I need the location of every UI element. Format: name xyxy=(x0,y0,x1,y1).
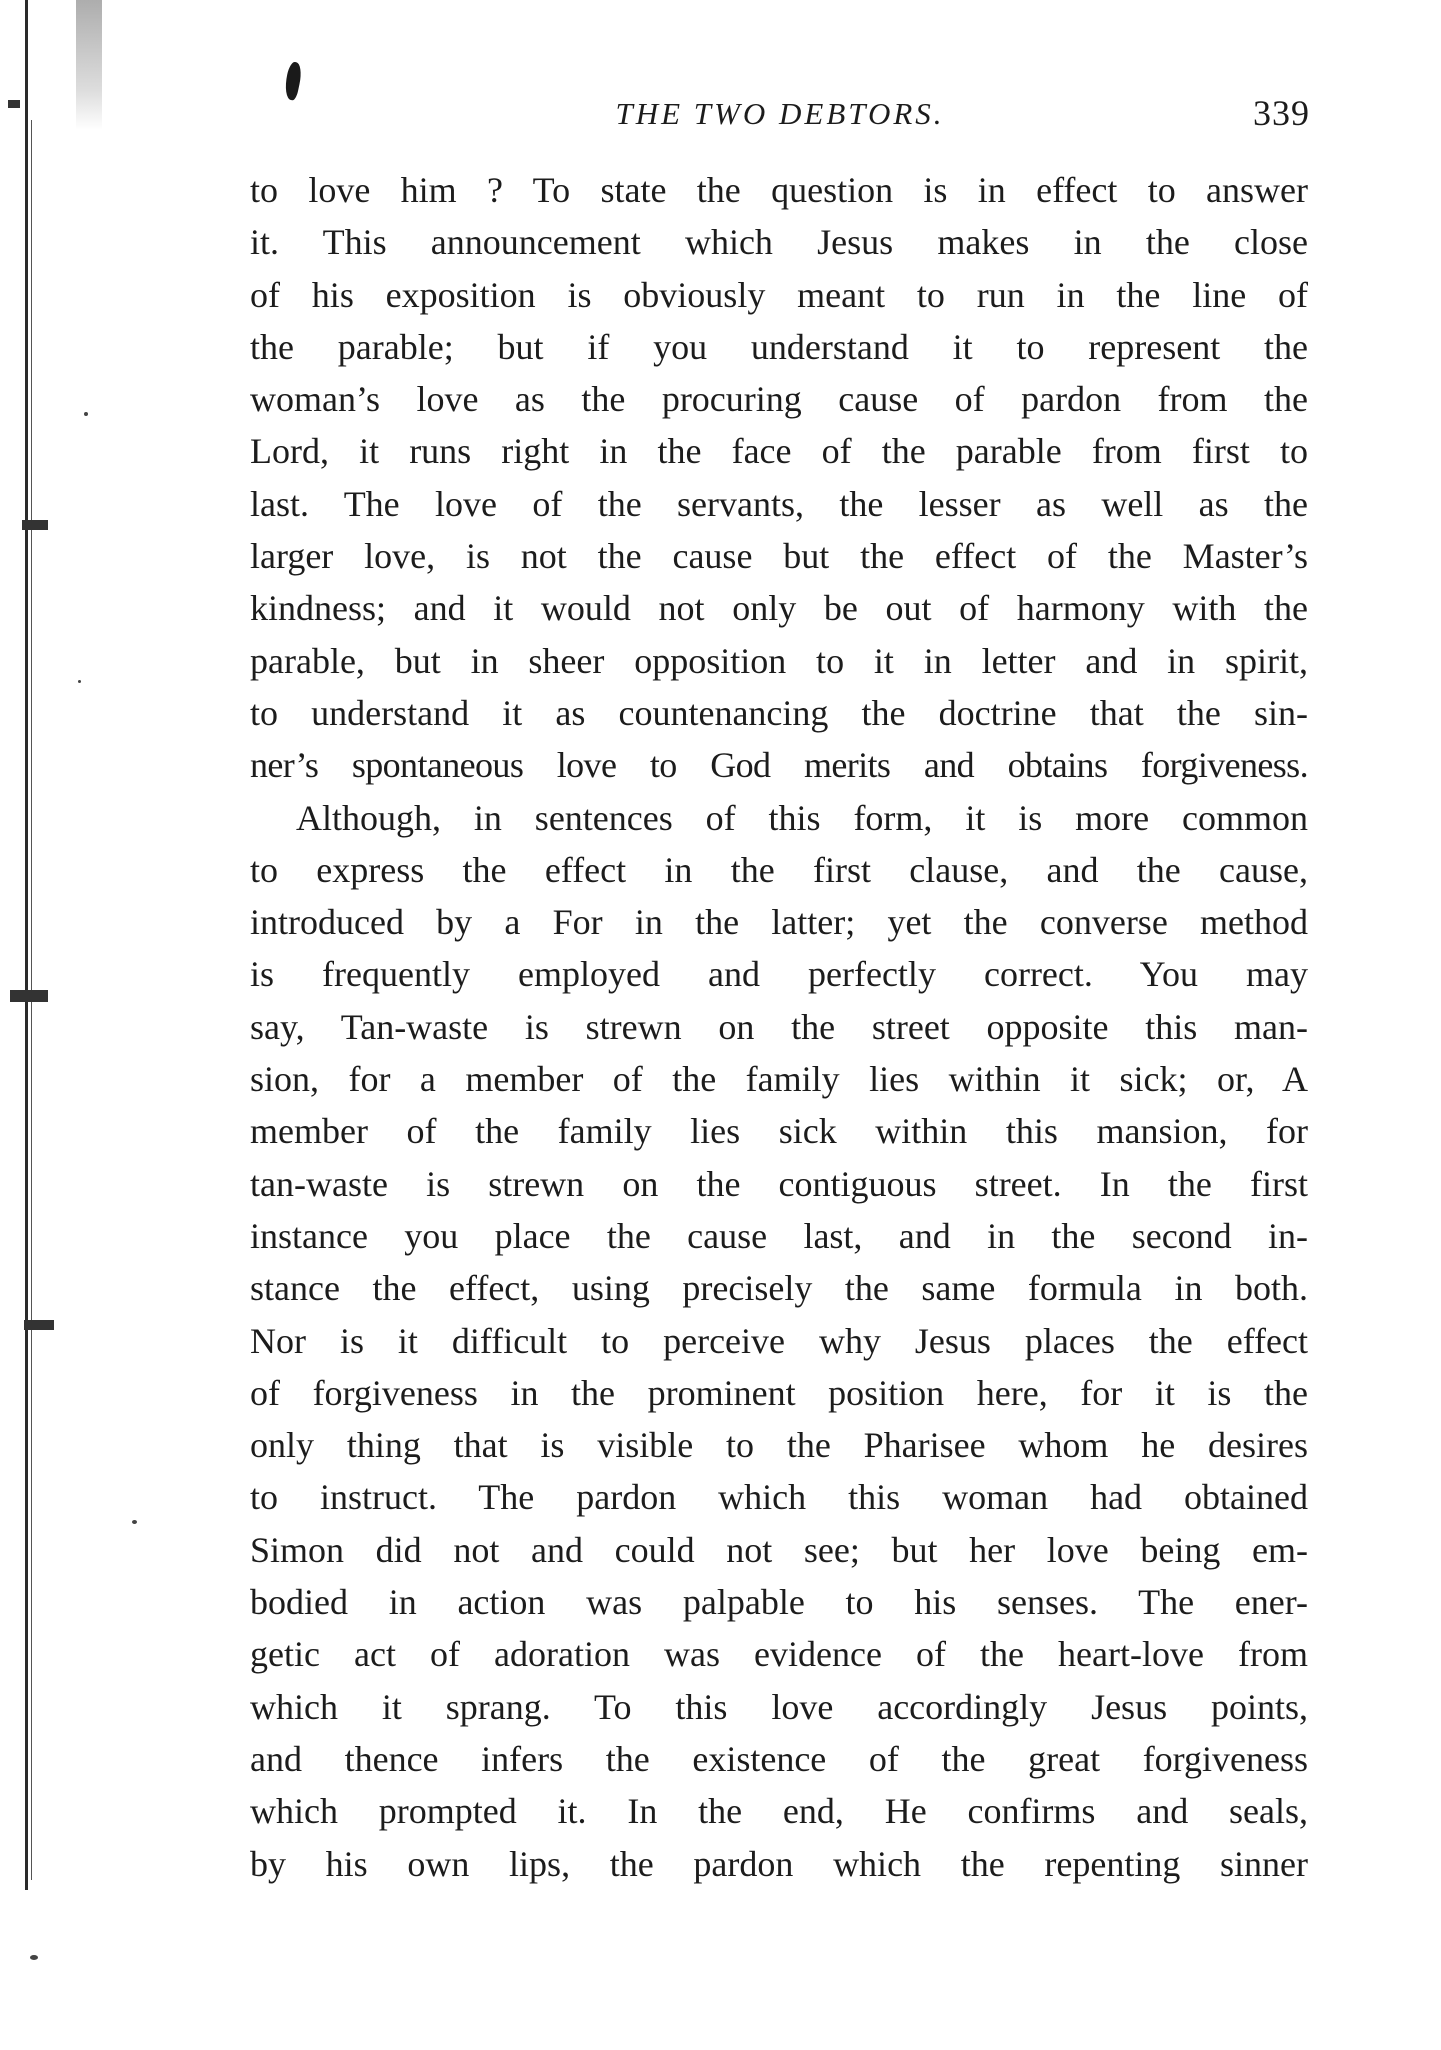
binding-mark xyxy=(24,1320,54,1330)
text-line: to love him ? To state the question is in effect to answer xyxy=(250,170,1308,210)
text-line: is frequently employed and perfectly correct. You may xyxy=(250,954,1308,995)
paragraph xyxy=(250,792,1308,1890)
text-line: member of the family lies sick within this mansion, for xyxy=(250,1111,1308,1152)
speck xyxy=(84,412,88,416)
text-line: to understand it as countenancing the doctrine that the sin- xyxy=(250,692,1308,733)
binding-mark xyxy=(22,520,48,530)
running-head xyxy=(250,92,1310,152)
text-line: by his own lips, the pardon which the repenting sinner xyxy=(250,1843,1308,1884)
page-number: 339 xyxy=(1253,93,1310,133)
text-line: introduced by a For in the latter; yet the converse method xyxy=(250,902,1308,943)
binding-mark xyxy=(10,990,48,1002)
text-line: getic act of adoration was evidence of the heart-love from xyxy=(250,1634,1308,1675)
text-line: stance the effect, using precisely the same formula in both. xyxy=(250,1268,1308,1309)
text-line: last. The love of the servants, the lesser as well as the xyxy=(250,483,1308,524)
text-line: only thing that is visible to the Pharisee whom he desires xyxy=(250,1425,1308,1466)
text-line: woman’s love as the procuring cause of pardon from the xyxy=(250,379,1308,420)
text-line: which it sprang. To this love accordingly Jesus points, xyxy=(250,1686,1308,1727)
text-line: of forgiveness in the prominent position here, for it is the xyxy=(250,1372,1308,1413)
text-line: and thence infers the existence of the great forgiveness xyxy=(250,1738,1308,1779)
text-line: say, Tan-waste is strewn on the street opposite this man- xyxy=(250,1006,1308,1047)
speck xyxy=(30,1955,38,1960)
text-line: Lord, it runs right in the face of the parable from first to xyxy=(250,431,1308,472)
text-line: bodied in action was palpable to his senses. The ener- xyxy=(250,1582,1308,1623)
text-line: kindness; and it would not only be out of harmony with the xyxy=(250,588,1308,629)
text-line: larger love, is not the cause but the effect of the Master’s xyxy=(250,536,1308,577)
text-line: sion, for a member of the family lies within it sick; or, A xyxy=(250,1059,1308,1100)
text-line: Simon did not and could not see; but her love being em- xyxy=(250,1529,1308,1570)
binding-edge-line xyxy=(25,0,28,1890)
binding-mark xyxy=(8,100,20,108)
text-line: which prompted it. In the end, He confirms and seals, xyxy=(250,1791,1308,1832)
text-line: the parable; but if you understand it to represent the xyxy=(250,326,1308,367)
running-title: THE TWO DEBTORS. xyxy=(615,96,945,131)
text-line: parable, but in sheer opposition to it in letter and in spirit, xyxy=(250,640,1308,681)
body-text xyxy=(250,164,1308,1890)
text-line: of his exposition is obviously meant to run in the line of xyxy=(250,274,1308,315)
text-line: Nor is it difficult to perceive why Jesus places the effect xyxy=(250,1320,1308,1361)
text-line: ner’s spontaneous love to God merits and obtains forgiveness. xyxy=(250,745,1308,786)
text-line: to instruct. The pardon which this woman had obtained xyxy=(250,1477,1308,1518)
speck xyxy=(78,680,81,683)
text-line: Although, in sentences of this form, it is more common xyxy=(296,797,1308,838)
text-line: tan-waste is strewn on the contiguous street. In the first xyxy=(250,1163,1308,1204)
text-line: to express the effect in the first clause, and the cause, xyxy=(250,849,1308,890)
text-line: instance you place the cause last, and in the second in- xyxy=(250,1215,1308,1256)
text-line: it. This announcement which Jesus makes in the close xyxy=(250,222,1308,263)
binding-smudge xyxy=(76,0,102,130)
paragraph xyxy=(250,164,1308,792)
speck xyxy=(132,1520,137,1524)
